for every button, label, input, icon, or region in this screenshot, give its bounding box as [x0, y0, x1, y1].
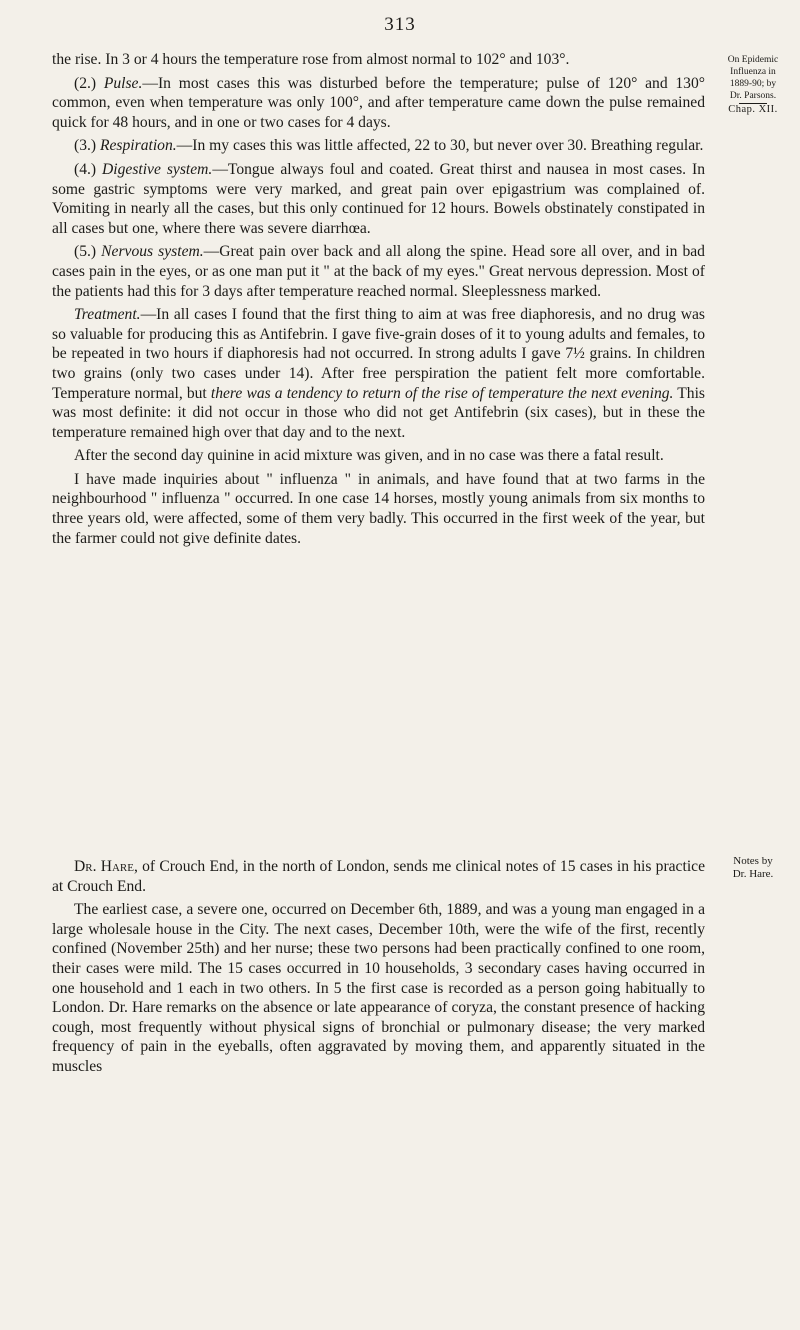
page-number: 313: [384, 14, 416, 35]
item-number: (4.): [74, 160, 103, 178]
paragraph-digestive: [52, 160, 705, 238]
sidenote-line: Dr. Parsons.: [729, 91, 777, 101]
item-text: —Great pain over back and all along the spine. Head sore all over, and in bad cases pain in the eyes, or as one man put it " at the back of my eyes." Great nervous depression. Most of the patients had this for 3 days after temperature reached normal. Sleeplessness marked.: [52, 243, 705, 300]
sidenote-epidemic: [712, 54, 794, 104]
item-number: (5.): [74, 243, 102, 261]
item-text: —Tongue always foul and coated. Great thirst and nausea in most cases. In some gastric symptoms were very marked, and great pain over epigastrium was complained of. Vomiting in nearly all the cases, but this only continued for 12 hours. Bowels obstinately constipated in all cases but one, where there was severe diarrhœa.: [52, 160, 705, 237]
item-text: —In most cases this was disturbed before the temperature; pulse of 120° and 130° common, even when temperature was only 100°, and after temperature came down the pulse remained quick for 48 hours, and in one or two cases for 4 days.: [52, 74, 705, 131]
sidenote-chapter: Chap. XII.: [728, 104, 778, 115]
sidenote-line: Dr. Hare.: [732, 868, 774, 880]
section-hare: [52, 857, 705, 1081]
item-text: —In all cases I found that the first thing to aim at was free diaphoresis, and no drug was so valuable for producing this as Antifebrin. I gave five-grain doses of it to young adults and females, to be repeated in two hours if diaphoresis had not occurred. In strong adults I gave 7½ grains. In children two grains (only two cases under 14). After free perspiration the patient felt more comfortable. Temperature normal, but: [52, 306, 705, 402]
item-heading: Respiration.: [99, 137, 177, 155]
item-text: of Crouch End, in the north of London, sends me clinical notes of 15 cases in his practice at Crouch End.: [52, 858, 705, 895]
sidenote-line: Notes by: [733, 855, 773, 867]
sidenote-line: 1889-90; by: [729, 79, 777, 89]
sidenote-line: On Epidemic: [727, 55, 779, 65]
item-heading: Nervous system.: [101, 243, 204, 261]
item-number: (2.): [74, 74, 104, 92]
section-parsons: [52, 50, 705, 552]
sidenote-line: Influenza in: [730, 67, 776, 77]
paragraph-pulse: [52, 74, 705, 133]
sidenote-notes-hare: [712, 855, 794, 881]
item-heading: Treatment.: [74, 306, 141, 324]
item-text: This was most definite: it did not occur in those who did not get Antifebrin (six cases), but in these the temperature remained high over that day and to the next.: [52, 384, 705, 441]
author-name: Dr. Hare,: [74, 858, 138, 875]
paragraph-rise: the rise. In 3 or 4 hours the temperature rose from almost normal to 102° and 103°.: [52, 51, 570, 68]
paragraph-quinine: After the second day quinine in acid mixture was given, and in no case was there a fatal result.: [74, 447, 664, 465]
item-text: —In my cases this was little affected, 22 to 30, but never over 30. Breathing regular.: [176, 137, 704, 155]
paragraph-nervous: [52, 242, 705, 301]
item-heading: Digestive system.: [102, 160, 213, 178]
paragraph-respiration: [52, 136, 705, 156]
paragraph-hare-intro: [52, 857, 705, 896]
emphasis-text: there was a tendency to return of the rise of temperature the next evening.: [210, 384, 674, 402]
item-heading: Pulse.: [103, 74, 143, 92]
paragraph-treatment: [52, 305, 705, 442]
paragraph-hare-cases: The earliest case, a severe one, occurred on December 6th, 1889, and was a young man engaged in a large wholesale house in the City. The next cases, December 10th, were the wife of the first, recently confined (November 25th) and her nurse; these two persons had been practically confined to one room, their cases were mild. The 15 cases occurred in 10 households, 3 secondary cases having occurred in one household and 1 each in two others. In 5 the first case is recorded as a person going habitually to London. Dr. Hare remarks on the absence or late appearance of coryza, the constant presence of hacking cough, most frequently without physical signs of bronchial or pulmonary disease; the very marked frequency of pain in the eyeballs, often aggravated by moving them, and apparently situated in the muscles: [52, 901, 705, 1075]
item-number: (3.): [74, 137, 100, 155]
paragraph-animals: I have made inquiries about " influenza " in animals, and have found that at two farms in the neighbourhood " influenza " occurred. In one case 14 horses, mostly young animals from six months to three years old, were affected, some of them very badly. This occurred in the first week of the year, but the farmer could not give definite dates.: [52, 470, 705, 547]
